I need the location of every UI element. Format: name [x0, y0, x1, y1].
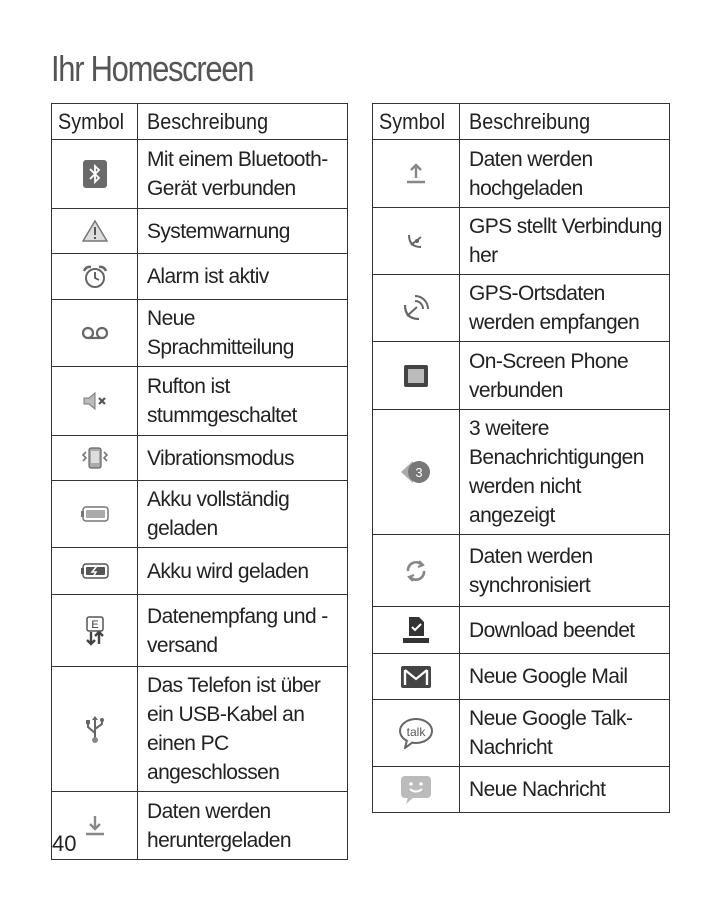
more-notifications-icon — [399, 457, 433, 487]
row-description: Mit einem Bluetooth-Gerät verbunden — [147, 148, 328, 200]
speaker-muted-icon — [81, 389, 109, 413]
description-header: Beschreibung — [138, 104, 348, 140]
table-row — [52, 300, 348, 367]
symbol-header: Symbol — [52, 104, 138, 140]
description-header: Beschreibung — [460, 104, 670, 140]
table-row — [373, 700, 670, 767]
row-description: 3 weitere Benachrichtigungen werden nicht angezeigt — [469, 417, 644, 527]
table-header — [373, 104, 670, 140]
usb-icon — [82, 714, 108, 744]
table-row — [52, 481, 348, 548]
table-row — [373, 654, 670, 700]
row-description: On-Screen Phone verbunden — [469, 349, 629, 402]
left-icon-table — [51, 103, 348, 860]
on-screen-phone-icon — [402, 364, 430, 388]
row-description: Neue Nachricht — [469, 778, 606, 801]
upload-icon — [403, 161, 429, 187]
table-row — [373, 607, 670, 654]
row-description: Akku wird geladen — [147, 559, 309, 583]
voicemail-icon — [80, 325, 110, 341]
table-row — [373, 275, 670, 342]
table-row — [52, 792, 348, 860]
gmail-icon — [400, 664, 432, 690]
google-talk-icon — [398, 717, 434, 749]
table-row — [373, 535, 670, 607]
table-row — [373, 140, 670, 208]
table-row — [373, 342, 670, 410]
row-description: Daten werden heruntergeladen — [147, 799, 291, 852]
row-description: Download beendet — [469, 618, 635, 642]
download-complete-icon — [401, 615, 431, 645]
table-row — [52, 367, 348, 436]
row-description: Rufton ist stummgeschaltet — [147, 375, 297, 427]
warning-icon — [82, 219, 108, 243]
table-row — [52, 548, 348, 595]
row-description: Datenempfang und -versand — [147, 604, 328, 657]
svg-text:E: E — [90, 618, 99, 631]
page-title: Ihr Homescreen — [51, 48, 254, 89]
row-description: Systemwarnung — [147, 219, 290, 243]
row-description: GPS-Ortsdaten werden empfangen — [469, 282, 640, 334]
symbol-header: Symbol — [373, 104, 460, 140]
table-row — [52, 436, 348, 481]
alarm-clock-icon — [81, 264, 109, 290]
row-description: Daten werden hochgeladen — [469, 147, 593, 200]
table-row — [373, 208, 670, 275]
bluetooth-icon — [82, 159, 108, 189]
battery-full-icon — [80, 505, 110, 523]
page-number: 40 — [52, 831, 77, 856]
table-row — [52, 209, 348, 254]
table-row — [52, 667, 348, 792]
gps-receiving-icon — [401, 293, 431, 323]
data-transfer-icon — [83, 616, 107, 646]
right-icon-table — [372, 103, 670, 813]
row-description: Alarm ist aktiv — [147, 265, 269, 288]
new-message-icon — [400, 775, 432, 805]
gps-connecting-icon — [403, 229, 429, 253]
row-description: Neue Google Talk-Nachricht — [469, 707, 633, 759]
table-row — [373, 410, 670, 535]
svg-text:3: 3 — [415, 465, 423, 480]
row-description: Neue Google Mail — [469, 665, 628, 688]
table-row — [52, 140, 348, 209]
download-icon — [82, 813, 108, 839]
table-header — [52, 104, 348, 140]
table-row — [373, 767, 670, 813]
vibration-icon — [81, 445, 109, 471]
row-description: Daten werden synchronisiert — [469, 544, 593, 597]
row-description: Vibrationsmodus — [147, 446, 295, 470]
row-description: Das Telefon ist über ein USB-Kabel an einen PC angeschlossen — [147, 674, 321, 784]
row-description: GPS stellt Verbindung her — [469, 215, 662, 267]
sync-icon — [402, 557, 430, 585]
table-row — [52, 595, 348, 667]
row-description: Neue Sprachmitteilung — [147, 307, 294, 359]
table-row — [52, 254, 348, 300]
svg-text:talk: talk — [406, 725, 426, 739]
battery-charging-icon — [80, 562, 110, 580]
row-description: Akku vollständig geladen — [147, 488, 290, 540]
